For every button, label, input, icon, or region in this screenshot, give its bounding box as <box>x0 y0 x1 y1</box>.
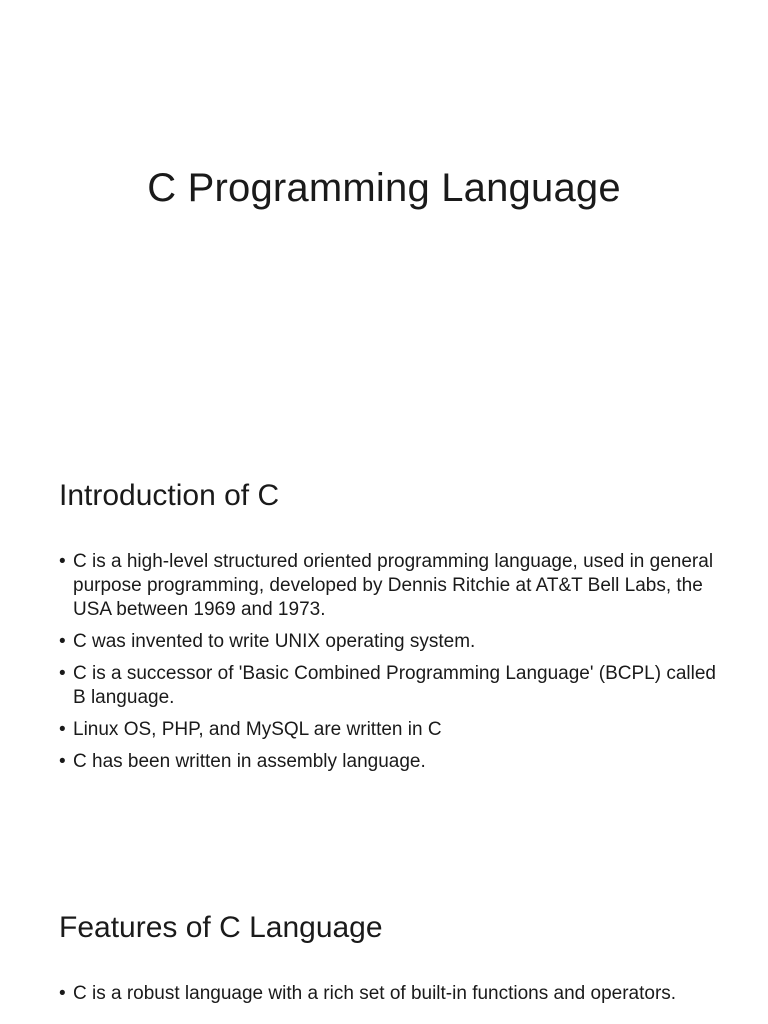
bullet-list <box>59 550 728 782</box>
bullet-icon: • <box>59 719 66 740</box>
list-item <box>59 982 728 1006</box>
bullet-text: C is a high-level structured oriented programming language, used in general purpose programming, developed by Dennis Ritchie at AT&T Bell Labs, the USA between 1969 and 1973. <box>73 551 714 620</box>
bullet-text: C was invented to write UNIX operating system. <box>73 631 476 652</box>
bullet-text: C is a robust language with a rich set of built-in functions and operators. <box>73 983 677 1004</box>
bullet-icon: • <box>59 983 66 1004</box>
bullet-list <box>59 982 728 1014</box>
list-item <box>59 718 728 742</box>
features-slide <box>0 864 768 1024</box>
slide-heading: Introduction of C <box>59 479 280 512</box>
title-slide <box>0 0 768 432</box>
list-item <box>59 750 728 774</box>
bullet-text: Linux OS, PHP, and MySQL are written in C <box>73 719 442 740</box>
bullet-icon: • <box>59 631 66 652</box>
bullet-icon: • <box>59 551 66 572</box>
bullet-icon: • <box>59 663 66 684</box>
bullet-text: C is a successor of 'Basic Combined Programming Language' (BCPL) called B language. <box>73 663 716 708</box>
introduction-slide <box>0 432 768 864</box>
slide-heading: Features of C Language <box>59 911 383 944</box>
list-item <box>59 550 728 622</box>
slide-title: C Programming Language <box>147 166 621 210</box>
bullet-text: C has been written in assembly language. <box>73 751 426 772</box>
bullet-icon: • <box>59 751 66 772</box>
list-item <box>59 630 728 654</box>
list-item <box>59 662 728 710</box>
